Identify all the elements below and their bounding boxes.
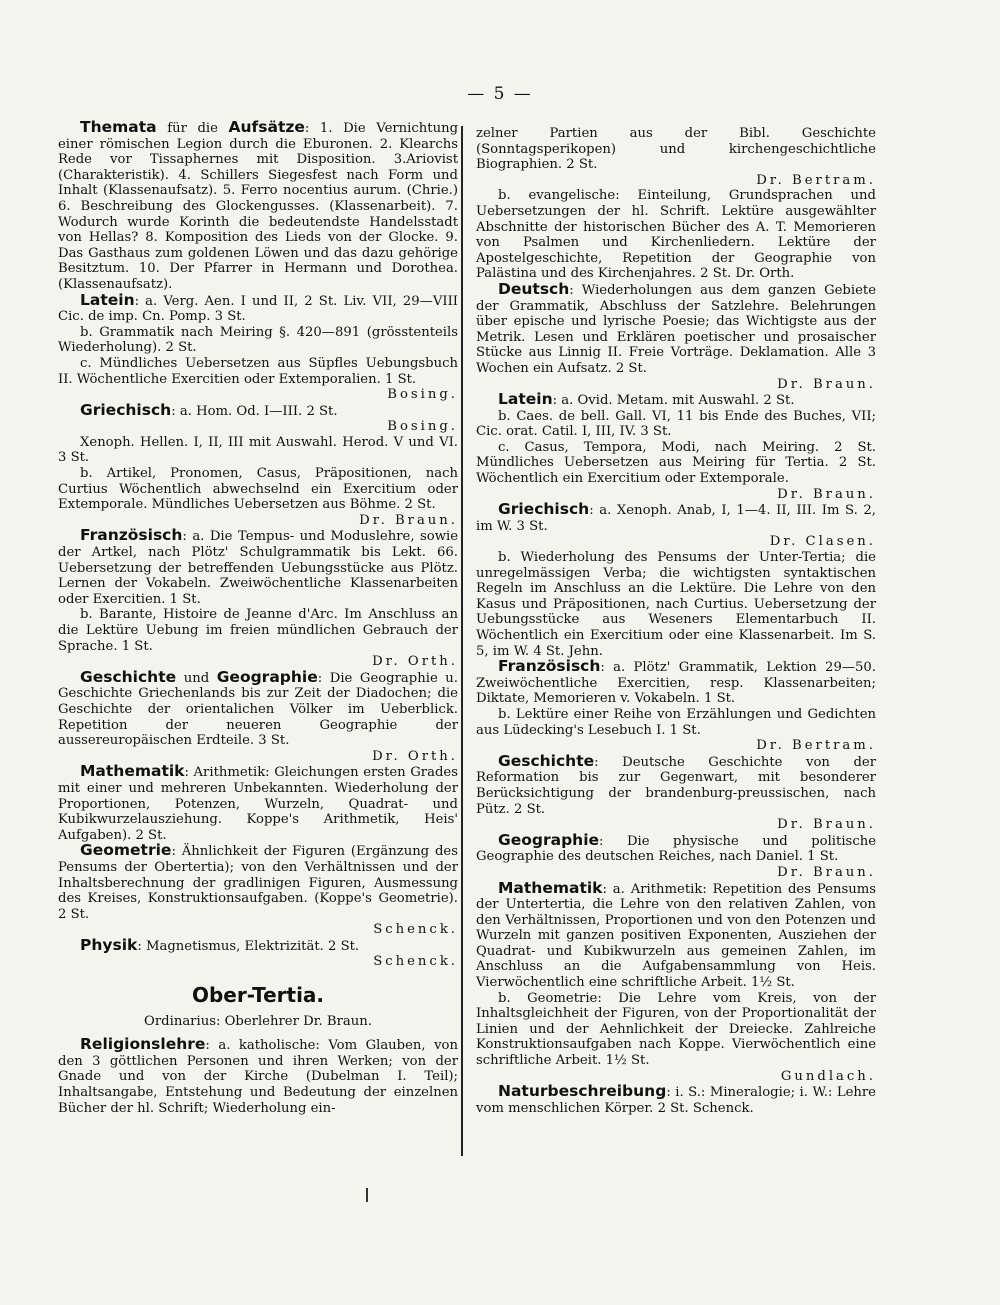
geographie-heading-right: Geographie — [498, 830, 600, 849]
latein-heading-right: Latein — [498, 390, 553, 409]
deutsch-paragraph: Deutsch: Wiederholungen aus dem ganzen Gebiete der Grammatik, Abschluss der Satzlehre. Belehrungen über epische und lyrische Poesie; das Wichtigste aus der Metrik. Lesen und Erklären poetischer und prosaischer Stücke aus Linnig II. Freie Vorträge. Deklamation. Alle 3 Wochen ein Aufsatz. 2 St. — [476, 279, 876, 376]
latein-teacher-right: Dr. Braun. — [777, 486, 876, 502]
geographie-paragraph-right: Geographie: Die physische und politische Geographie des deutschen Reiches, nach Daniel. 1 St. — [476, 830, 876, 865]
mathematik-paragraph: Mathematik: Arithmetik: Gleichungen ersten Grades mit einer und mehreren Unbekannten. Wiederholung der Proportionen, Potenzen, Wurzeln, Quadrat- und Kubikwurzelausziehung. Koppe's Arithmetik, Heis' Aufgaben). 2 St. — [58, 762, 458, 843]
naturbeschreibung-paragraph: Naturbeschreibung: i. S.: Mineralogie; i. W.: Lehre vom menschlichen Körper. 2 St. Schenck. — [476, 1082, 876, 1116]
geschichte-paragraph-right: Geschichte: Deutsche Geschichte von der Reformation bis zur Gegenwart, mit besonderer Berücksichtigung der brandenburg-preussischen, nach Pütz. 2 St. — [476, 751, 876, 817]
religionslehre-paragraph: Religionslehre: a. katholische: Vom Glauben, von den 3 göttlichen Personen und ihren Werken; von der Gnade und von der Kirche (Dubelman I. Teil); Inhaltsangabe, Entstehung und Bedeutung der einzelnen Bücher der hl. Schrift; Wiederholung ein- — [58, 1035, 458, 1116]
ordinarius: Ordinarius: Oberlehrer Dr. Braun. — [144, 1013, 372, 1029]
franzoesisch-heading-right: Französisch — [498, 657, 601, 676]
aufsaetze-heading: Aufsätze — [228, 118, 305, 136]
franzoesisch-heading: Französisch — [80, 526, 183, 545]
griechisch-teacher-a: Bosing. — [387, 419, 458, 435]
physik-paragraph: Physik: Magnetismus, Elektrizität. 2 St. — [80, 935, 360, 954]
griechisch-heading-right: Griechisch — [498, 500, 590, 519]
griechisch-teacher-right: Dr. Clasen. — [769, 534, 876, 550]
geschichte-heading: Geschichte — [80, 667, 177, 686]
geographie-teacher-right: Dr. Braun. — [777, 864, 876, 880]
geschichte-paragraph: Geschichte und Geographie: Die Geographie u. Geschichte Griechenlands bis zur Zeit der Diadochen; die Geschichte der orientalichen Völker im Ueberblick. Repetition der neueren Geographie der aussereuropäischen Erdteile. 3 St. — [58, 667, 458, 749]
latein-paragraph-right: Latein: a. Ovid. Metam. mit Auswahl. 2 St. — [498, 390, 795, 409]
griechisch-b: b. Artikel, Pronomen, Casus, Präpositionen, nach Curtius Wöchentlich abwechselnd ein Exercitium oder Extemporale. Mündliches Uebersetzen aus Böhme. 2 St. — [58, 466, 458, 513]
religionslehre-heading: Religionslehre — [80, 1035, 206, 1054]
franzoesisch-teacher: Dr. Orth. — [372, 654, 458, 670]
section-title: Ober-Tertia. — [191, 983, 325, 1008]
latein-b-right: b. Caes. de bell. Gall. VI, 11 bis Ende des Buches, VII; Cic. orat. Catil. I, III, IV. 3 St. — [476, 408, 876, 440]
naturbeschreibung-heading: Naturbeschreibung — [498, 1082, 667, 1101]
left-column — [58, 120, 458, 1116]
physik-teacher: Schenck. — [373, 954, 458, 970]
deutsch-heading: Deutsch — [498, 279, 570, 298]
franzoesisch-paragraph-right: Französisch: a. Plötz' Grammatik, Lektion 29—50. Zweiwöchentliche Exercitien, resp. Klassenarbeiten; Diktate, Memorieren v. Vokabeln. 1 St. — [476, 657, 876, 707]
griechisch-paragraph: Griechisch: a. Hom. Od. I—III. 2 St. — [80, 400, 338, 419]
religion-teacher: Dr. Bertram. — [756, 172, 876, 188]
latein-teacher: Bosing. — [387, 387, 458, 403]
religion-b: b. evangelische: Einteilung, Grundsprachen und Uebersetzungen der hl. Schrift. Lektüre ausgewählter Abschnitte der historischen Bücher des A. T. Memorieren von Psalmen und Kirchenliedern. Lektüre der Apostelgeschichte, Repetition der Geographie von Palästina und des Kirchenjahres. 2 St. Dr. Orth. — [476, 188, 876, 282]
geometrie-b-right: b. Geometrie: Die Lehre vom Kreis, von der Inhaltsgleichheit der Figuren, von der Proportionalität der Linien und der Aehnlichkeit der Dreiecke. Zahlreiche Konstruktionsaufgaben nach Koppe. Vierwöchentlich eine schriftliche Arbeit. 1½ St. — [476, 990, 876, 1069]
ink-mark — [366, 1188, 368, 1202]
geschichte-teacher-right: Dr. Braun. — [777, 817, 876, 833]
latein-paragraph: Latein: a. Verg. Aen. I und II, 2 St. Liv. VII, 29—VIII Cic. de imp. Cn. Pomp. 3 St. — [58, 290, 458, 325]
mathematik-heading-right: Mathematik — [498, 878, 603, 897]
right-column — [476, 126, 876, 1116]
griechisch-paragraph-right: Griechisch: a. Xenoph. Anab, I, 1—4. II, III. Im S. 2, im W. 3 St. — [476, 500, 876, 534]
latein-c: c. Mündliches Uebersetzen aus Süpfles Uebungsbuch II. Wöchentliche Exercitien oder Extemporalien. 1 St. — [58, 355, 458, 387]
mathematik-paragraph-right: Mathematik: a. Arithmetik: Repetition des Pensums der Untertertia, die Lehre von den relativen Zahlen, von den Verhältnissen, Proportionen und von den Potenzen und Wurzeln mit ganzen positiven Exponenten, Ausziehen der Quadrat- und Kubikwurzeln aus gemeinen Zahlen, im Anschluss an die Aufgabensammlung von Heis. Vierwöchentlich eine schriftliche Arbeit. 1½ St. — [476, 878, 876, 991]
themata-heading: Themata — [80, 118, 157, 136]
griechisch-teacher-b: Dr. Braun. — [359, 512, 458, 528]
griechisch-a2: Xenoph. Hellen. I, II, III mit Auswahl. Herod. V und VI. 3 St. — [58, 434, 458, 466]
mathematik-heading: Mathematik — [80, 762, 185, 781]
latein-b: b. Grammatik nach Meiring §. 420—891 (grösstenteils Wiederholung). 2 St. — [58, 324, 458, 356]
geschichte-heading-right: Geschichte — [498, 751, 595, 770]
column-divider — [461, 126, 463, 1156]
franzoesisch-b: b. Barante, Histoire de Jeanne d'Arc. Im Anschluss an die Lektüre Uebung im freien mündlichen Gebrauch der Sprache. 1 St. — [58, 607, 458, 654]
franzoesisch-teacher-right: Dr. Bertram. — [756, 738, 876, 754]
franzoesisch-b-right: b. Lektüre einer Reihe von Erzählungen und Gedichten aus Lüdecking's Lesebuch I. 1 St. — [476, 706, 876, 738]
deutsch-teacher: Dr. Braun. — [777, 376, 876, 392]
latein-heading: Latein — [80, 290, 135, 309]
geometrie-paragraph: Geometrie: Ähnlichkeit der Figuren (Ergänzung des Pensums der Obertertia); von den Verhältnissen und der Inhaltsberechnung der gradlinigen Figuren, Ausmessung des Kreises, Konstruktionsaufgaben. (Koppe's Geometrie). 2 St. — [58, 841, 458, 922]
themata-paragraph: Themata für die Aufsätze: 1. Die Vernichtung einer römischen Legion durch die Eburonen. 2. Klearchs Rede vor Tissaphernes mit Disposition. 3.Ariovist (Charakteristik). 4. Schillers Siegesfest nach Form und Inhalt (Klassenaufsatz). 5. Ferro nocentius aurum. (Chrie.) 6. Beschreibung des Glockengusses. (Klassenarbeit). 7. Wodurch wurde Korinth die bedeutendste Handelsstadt von Hellas? 8. Komposition des Lieds von der Glocke. 9. Das Gasthaus zum goldenen Löwen und das dazu gehörige Besitztum. 10. Der Pfarrer in Hermann und Dorothea. (Klassenaufsatz). — [58, 118, 459, 292]
geographie-heading: Geographie — [216, 667, 318, 686]
griechisch-heading: Griechisch — [80, 400, 172, 419]
religion-continuation: zelner Partien aus der Bibl. Geschichte (Sonntagsperikopen) und kirchengeschichtliche Biographien. 2 St. — [476, 126, 876, 173]
latein-c-right: c. Casus, Tempora, Modi, nach Meiring. 2 St. Mündliches Uebersetzen aus Meiring für Tertia. 2 St. Wöchentlich ein Exercitium oder Extemporale. — [476, 439, 876, 487]
mathematik-teacher-right: Gundlach. — [780, 1068, 876, 1084]
geschichte-teacher: Dr. Orth. — [372, 748, 458, 764]
geometrie-heading: Geometrie — [80, 841, 172, 860]
page-number: — 5 — — [467, 84, 533, 104]
griechisch-b-right: b. Wiederholung des Pensums der Unter-Tertia; die unregelmässigen Verba; die wichtigsten syntaktischen Regeln im Anschluss an die Lektüre. Die Lehre von den Kasus und Präpositionen, nach Curtius. Uebersetzung der Uebungsstücke aus Weseners Elementarbuch II. Wöchentlich ein Exercitium oder eine Klassenarbeit. Im S. 5, im W. 4 St. Jehn. — [476, 550, 876, 659]
geometrie-teacher: Schenck. — [373, 922, 458, 938]
physik-heading: Physik — [80, 935, 138, 954]
franzoesisch-paragraph: Französisch: a. Die Tempus- und Moduslehre, sowie der Artkel, nach Plötz' Schulgrammatik bis Lekt. 66. Uebersetzung der betreffenden Uebungsstücke aus Plötz. Lernen der Vokabeln. Zweiwöchentliche Klassenarbeiten oder Exercitien. 1 St. — [58, 526, 458, 607]
themata-text: : 1. Die Vernichtung einer römischen Legion durch die Eburonen. 2. Klearchs Rede vor Tissaphernes mit Disposition. 3.Ariovist (Charakteristik). 4. Schillers Siegesfest nach Form und Inhalt (Klassenaufsatz). 5. Ferro nocentius aurum. (Chrie.) 6. Beschreibung des Glockengusses. (Klassenarbeit). 7. Wodurch wurde Korinth die bedeutendste Handelsstadt von Hellas? 8. Komposition des Lieds von der Glocke. 9. Das Gasthaus zum goldenen Löwen und das dazu gehörige Besitztum. 10. Der Pfarrer in Hermann und Dorothea. (Klassenaufsatz). — [58, 121, 459, 292]
